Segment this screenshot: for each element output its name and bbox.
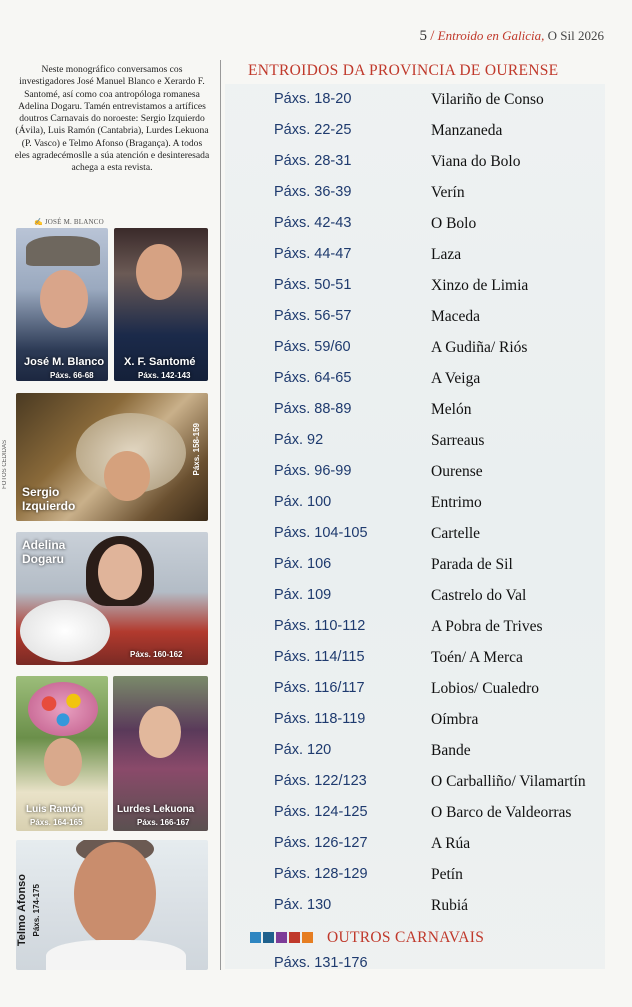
toc-pages: Páxs. 36-39 — [274, 184, 352, 200]
toc-pages: Páxs. 114/115 — [274, 649, 365, 665]
intro-text: Neste monográfico conversamos cos investigadores José Manuel Blanco e Xerardo F. Santomé, así como coa antropóloga romanesa Adelina Dogaru. Tamén entrevistamos a artífices doutros Carnavais do noroeste: Sergio Izquierdo (Ávila), Luis Ramón (Cantabria), Lurdes Lekuona (P. Vasco) e Telmo Afonso (Bragança). A todos eles agradecémoslle a súa atención e desinteresada achega a esta revista. — [14, 64, 210, 174]
toc-pages: Páxs. 88-89 — [274, 401, 352, 417]
toc-pages: Páxs. 22-25 — [274, 122, 352, 138]
color-square — [276, 932, 287, 943]
photo-caption: José M. Blanco — [24, 356, 105, 368]
toc-row — [274, 804, 614, 830]
toc-place: Cartelle — [431, 525, 481, 542]
toc-pages: Páxs. 56-57 — [274, 308, 352, 324]
toc-place: O Carballiño/ Vilamartín — [431, 773, 586, 790]
photo-lurdes-lekuona — [113, 676, 208, 831]
toc-place: Bande — [431, 742, 471, 759]
toc-row — [274, 556, 614, 582]
toc-pages: Páxs. 126-127 — [274, 835, 368, 851]
color-square — [263, 932, 274, 943]
header-slash: / — [430, 28, 435, 44]
toc-place: Castrelo do Val — [431, 587, 527, 604]
color-square — [289, 932, 300, 943]
face-shape — [74, 842, 156, 946]
toc-row — [274, 122, 614, 148]
toc-row — [274, 401, 614, 427]
toc-pages: Páx. 92 — [274, 432, 324, 448]
page-header — [419, 28, 604, 45]
face-shape — [139, 706, 181, 758]
toc-row — [274, 91, 614, 117]
toc-place: Laza — [431, 246, 462, 263]
toc-place: Xinzo de Limia — [431, 277, 529, 294]
toc-row — [274, 866, 614, 892]
toc-row — [274, 215, 614, 241]
toc-place: Viana do Bolo — [431, 153, 521, 170]
photo-pages: Páxs. 174-175 — [32, 884, 41, 937]
toc-place: Oímbra — [431, 711, 479, 728]
flowers-shape — [28, 682, 98, 736]
toc-row — [274, 711, 614, 737]
toc-pages: Páxs. 59/60 — [274, 339, 351, 355]
photo-santome — [114, 228, 208, 381]
toc-row — [274, 618, 614, 644]
toc-pages: Páxs. 44-47 — [274, 246, 352, 262]
author-credit: ✍ JOSÉ M. BLANCO — [34, 218, 104, 226]
photo-caption: X. F. Santomé — [124, 356, 196, 368]
caption-line: Dogaru — [22, 552, 64, 566]
photo-pages: Páxs. 164-165 — [30, 818, 83, 827]
toc-row — [274, 463, 614, 489]
caption-line: Izquierdo — [22, 499, 76, 513]
edition: O Sil 2026 — [547, 28, 604, 43]
toc-row — [274, 370, 614, 396]
shirt-shape — [46, 940, 186, 970]
photo-pages: Páxs. 160-162 — [130, 650, 183, 659]
toc-pages: Páxs. 128-129 — [274, 866, 368, 882]
photo-luis-ramon — [16, 676, 108, 831]
toc-place: A Veiga — [431, 370, 481, 387]
toc-pages: Páxs. 64-65 — [274, 370, 352, 386]
photo-jose-blanco — [16, 228, 108, 381]
toc-place: Entrimo — [431, 494, 482, 511]
toc-place: Maceda — [431, 308, 481, 325]
toc-row — [274, 277, 614, 303]
toc-pages: Páxs. 118-119 — [274, 711, 366, 727]
toc-place: Sarreaus — [431, 432, 485, 449]
fluff-shape — [20, 600, 110, 662]
face-shape — [98, 544, 142, 600]
toc-place: Melón — [431, 401, 472, 418]
toc-pages: Páx. 106 — [274, 556, 332, 572]
toc-pages: Páx. 120 — [274, 742, 332, 758]
toc-place: Ourense — [431, 463, 483, 480]
toc-pages: Páxs. 104-105 — [274, 525, 368, 541]
toc-pages: Páxs. 18-20 — [274, 91, 352, 107]
column-divider — [220, 60, 221, 970]
toc-row — [274, 184, 614, 210]
face-shape — [104, 451, 150, 501]
toc-place: A Pobra de Trives — [431, 618, 543, 635]
toc-row — [274, 773, 614, 799]
photo-pages: Páxs. 142-143 — [138, 371, 191, 380]
photo-credit: FOTOS CEDIDAS — [2, 440, 8, 489]
toc-place: Parada de Sil — [431, 556, 513, 573]
photo-caption — [22, 538, 65, 566]
page-number: 5 — [419, 28, 427, 44]
toc-place: O Bolo — [431, 215, 477, 232]
toc-pages: Páxs. 50-51 — [274, 277, 352, 293]
toc-pages: Páx. 100 — [274, 494, 332, 510]
hat-shape — [26, 236, 100, 266]
photo-caption: Lurdes Lekuona — [117, 804, 195, 815]
toc-pages: Páxs. 110-112 — [274, 618, 366, 634]
toc-place: A Rúa — [431, 835, 471, 852]
toc-row — [274, 339, 614, 365]
photo-pages: Páxs. 166-167 — [137, 818, 190, 827]
toc-pages: Páxs. 122/123 — [274, 773, 367, 789]
toc-row — [274, 153, 614, 179]
toc-place: Lobios/ Cualedro — [431, 680, 540, 697]
toc-pages: Páx. 130 — [274, 897, 332, 913]
toc-row — [274, 587, 614, 613]
photo-telmo-afonso — [16, 840, 208, 970]
toc-row — [274, 835, 614, 861]
toc-pages: Páxs. 96-99 — [274, 463, 352, 479]
photo-sergio-izquierdo — [16, 393, 208, 521]
toc-pages: Páxs. 28-31 — [274, 153, 352, 169]
photo-adelina-dogaru — [16, 532, 208, 665]
outros-title: OUTROS CARNAVAIS — [327, 929, 485, 946]
author-credit-name: JOSÉ M. BLANCO — [44, 218, 104, 226]
toc-row — [274, 649, 614, 675]
toc-pages: Páxs. 116/117 — [274, 680, 365, 696]
toc-row — [274, 246, 614, 272]
photo-pages: Páxs. 66-68 — [50, 371, 94, 380]
toc-row — [274, 494, 614, 520]
outros-pages: Páxs. 131-176 — [274, 955, 368, 971]
toc-row — [274, 897, 614, 923]
toc-title: ENTROIDOS DA PROVINCIA DE OURENSE — [248, 62, 559, 79]
face-shape — [136, 244, 182, 300]
photo-caption: Telmo Afonso — [16, 874, 28, 947]
toc-row — [274, 432, 614, 458]
photo-pages: Páxs. 158-159 — [192, 423, 201, 476]
toc-place: Manzaneda — [431, 122, 503, 139]
photo-caption: Luis Ramón — [26, 804, 84, 815]
color-square — [250, 932, 261, 943]
toc-row — [274, 525, 614, 551]
toc-row — [274, 680, 614, 706]
toc-row — [274, 308, 614, 334]
toc-row — [274, 742, 614, 768]
toc-pages: Páxs. 124-125 — [274, 804, 368, 820]
toc-place: Toén/ A Merca — [431, 649, 523, 666]
color-squares — [250, 932, 313, 944]
toc-pages: Páxs. 42-43 — [274, 215, 352, 231]
face-shape — [40, 270, 88, 328]
color-square — [302, 932, 313, 943]
toc-place: Rubiá — [431, 897, 469, 914]
toc-pages: Páx. 109 — [274, 587, 332, 603]
face-shape — [44, 738, 82, 786]
magazine-title: Entroido en Galicia, — [437, 28, 545, 43]
toc-place: A Gudiña/ Riós — [431, 339, 528, 356]
toc-place: Verín — [431, 184, 465, 201]
toc-place: Petín — [431, 866, 463, 883]
photo-caption — [22, 485, 75, 513]
caption-line: Sergio — [22, 485, 60, 499]
toc-place: Vilariño de Conso — [431, 91, 544, 108]
toc-place: O Barco de Valdeorras — [431, 804, 572, 821]
caption-line: Adelina — [22, 538, 66, 552]
